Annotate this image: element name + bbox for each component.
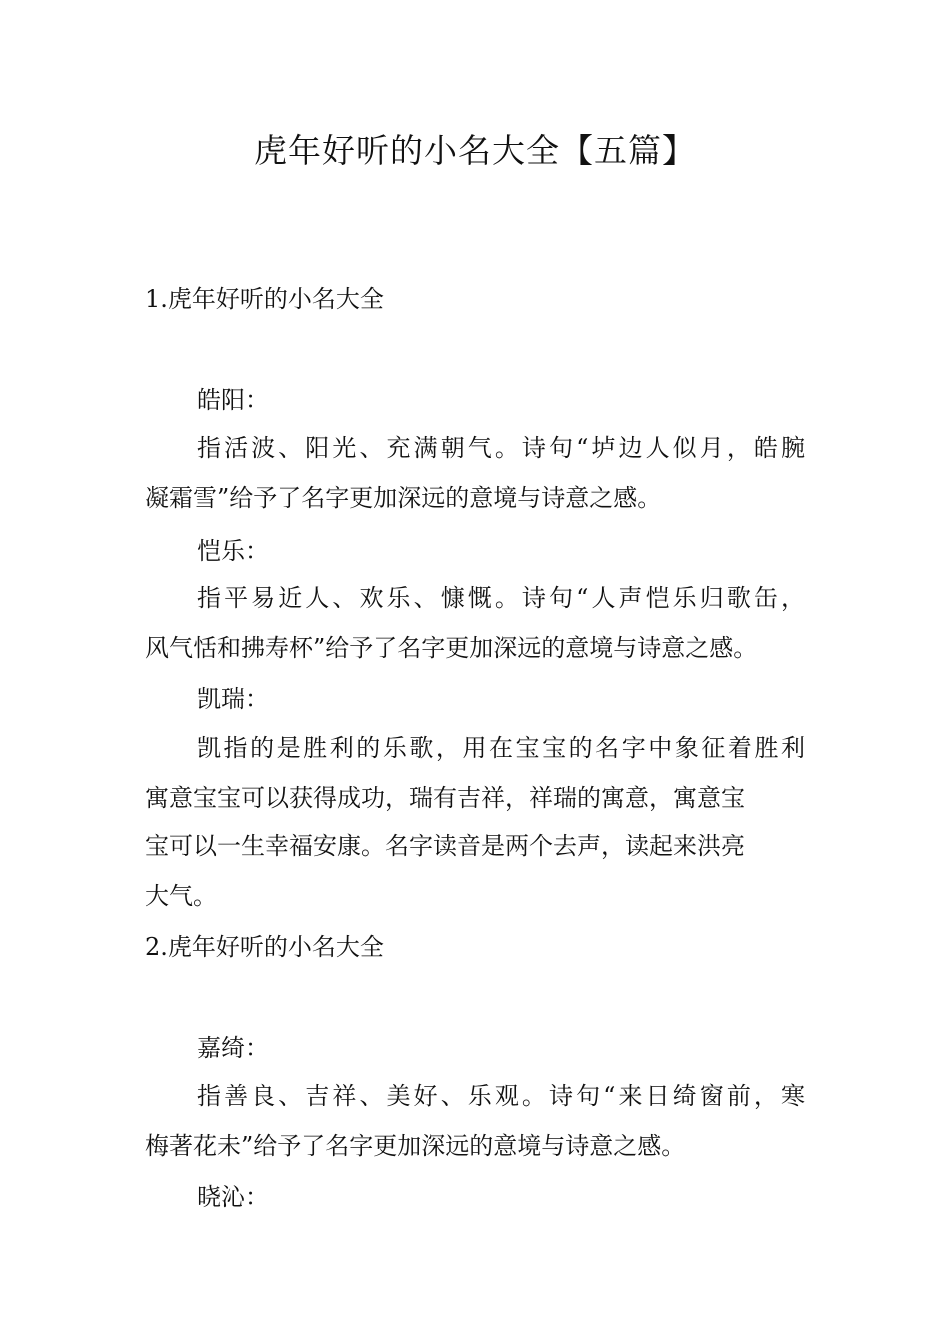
entry-name: 嘉绮：	[197, 1034, 269, 1062]
entry-name: 晓沁：	[197, 1183, 269, 1211]
entry-name: 恺乐：	[197, 537, 269, 565]
entry-name: 凯瑞：	[197, 685, 269, 713]
entry-text-line: 凯指的是胜利的乐歌，用在宝宝的名字中象征着胜利	[197, 734, 805, 762]
entry-text-line: 指善良、吉祥、美好、乐观。诗句“来日绮窗前，寒	[197, 1082, 805, 1110]
entry-text-line: 凝霜雪”给予了名字更加深远的意境与诗意之感。	[145, 484, 662, 512]
entry-text-line: 风气恬和拂寿杯”给予了名字更加深远的意境与诗意之感。	[145, 634, 758, 662]
entry-text-line: 指平易近人、欢乐、慷慨。诗句“人声恺乐归歌缶，	[197, 584, 805, 612]
section-heading: 2.虎年好听的小名大全	[145, 933, 384, 961]
document-title: 虎年好听的小名大全【五篇】	[254, 131, 696, 170]
entry-name: 皓阳：	[197, 386, 269, 414]
entry-text-line: 指活波、阳光、充满朝气。诗句“垆边人似月，皓腕	[197, 434, 805, 462]
entry-text-line: 宝可以一生幸福安康。名字读音是两个去声，读起来洪亮	[145, 832, 745, 860]
section-heading: 1.虎年好听的小名大全	[145, 285, 384, 313]
entry-text-line: 梅著花未”给予了名字更加深远的意境与诗意之感。	[145, 1132, 686, 1160]
entry-text-line: 大气。	[145, 882, 217, 910]
entry-text-line: 寓意宝宝可以获得成功，瑞有吉祥，祥瑞的寓意，寓意宝	[145, 784, 745, 812]
